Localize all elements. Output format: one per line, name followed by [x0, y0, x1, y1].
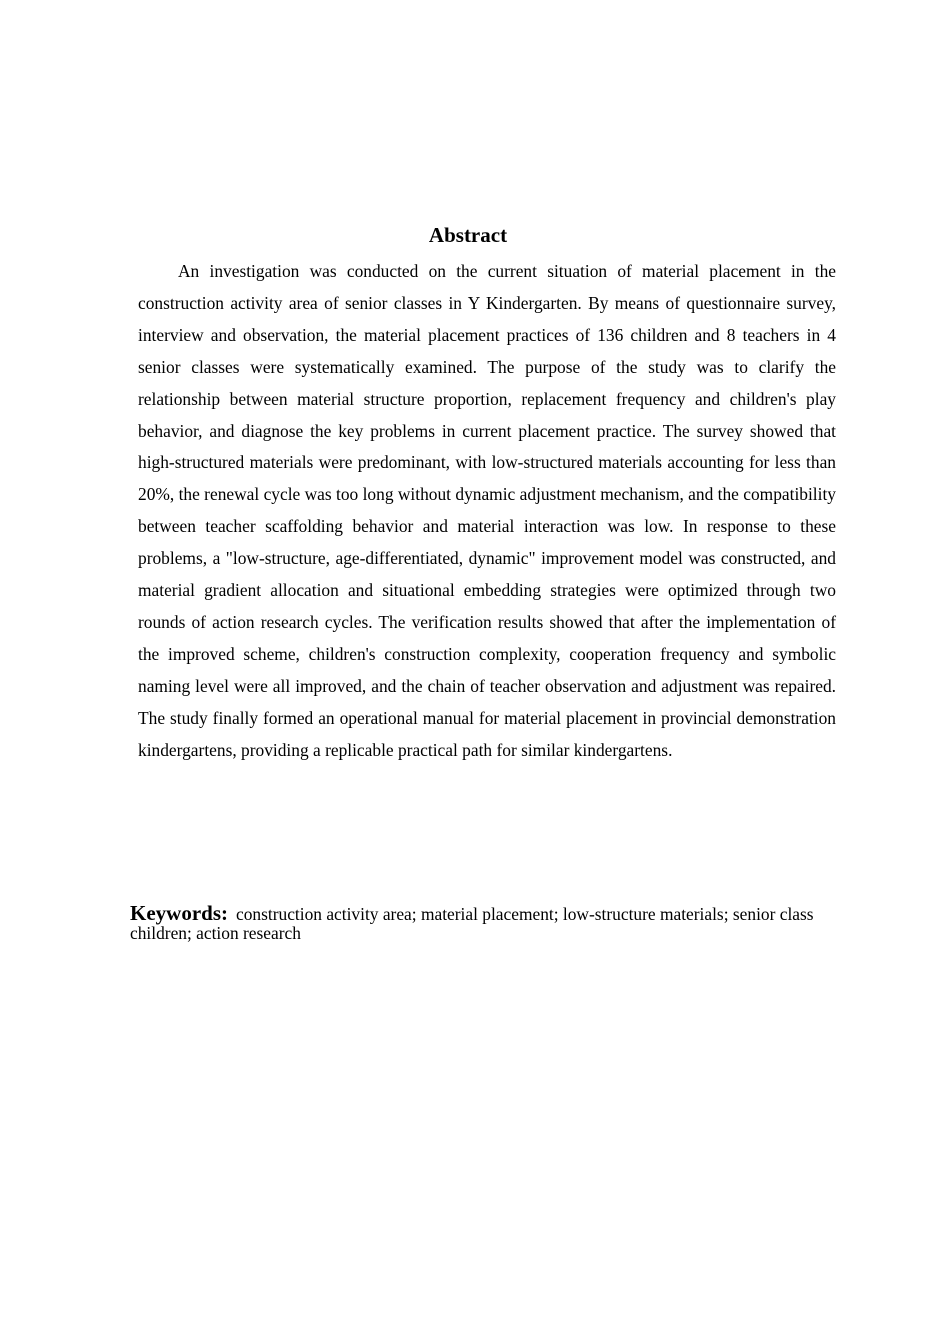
abstract-heading: Abstract	[428, 223, 508, 247]
keywords-section	[130, 901, 840, 943]
keywords-label: Keywords:	[130, 901, 228, 925]
keywords-text: construction activity area; material placement; low-structure materials; senior class children; action research	[130, 904, 814, 943]
abstract-body: An investigation was conducted on the current situation of material placement in the construction activity area of senior classes in Y Kindergarten. By means of questionnaire survey, interview and observation, the material placement practices of 136 children and 8 teachers in 4 senior classes were systematically examined. The purpose of the study was to clarify the relationship between material structure proportion, replacement frequency and children's play behavior, and diagnose the key problems in current placement practice. The survey showed that high-structured materials were predominant, with low-structured materials accounting for less than 20%, the renewal cycle was too long without dynamic adjustment mechanism, and the compatibility between teacher scaffolding behavior and material interaction was low. In response to these problems, a "low-structure, age-differentiated, dynamic" improvement model was constructed, and material gradient allocation and situational embedding strategies were optimized through two rounds of action research cycles. The verification results showed that after the implementation of the improved scheme, children's construction complexity, cooperation frequency and symbolic naming level were all improved, and the chain of teacher observation and adjustment was repaired. The study finally formed an operational manual for material placement in provincial demonstration kindergartens, providing a replicable practical path for similar kindergartens.	[138, 261, 836, 760]
